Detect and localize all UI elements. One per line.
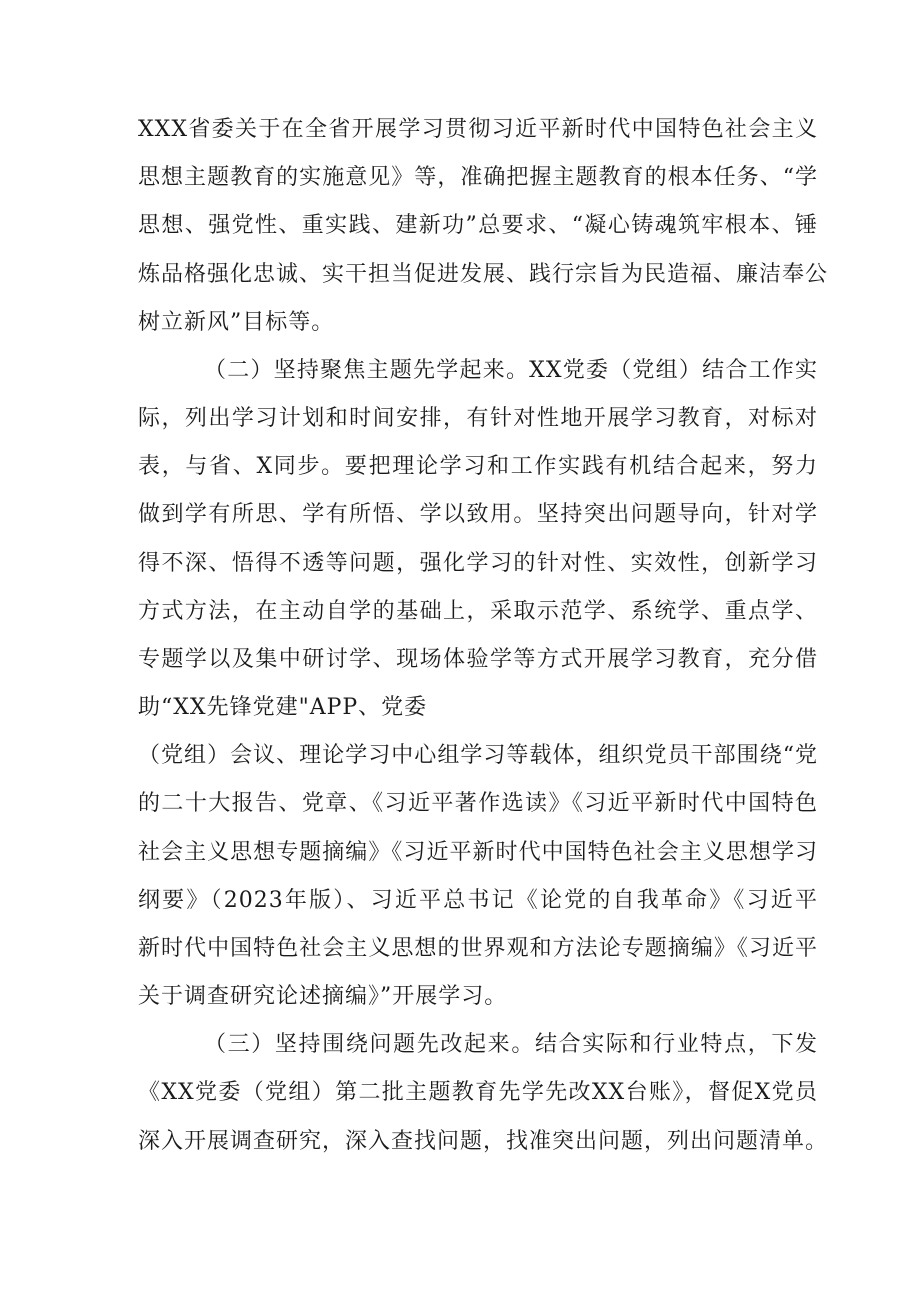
text-line: 思想主题教育的实施意见》等，准确把握主题教育的根本任务、“学 <box>138 165 818 190</box>
text-line: 做到学有所思、学有所悟、学以致用。坚持突出问题导向，针对学 <box>138 502 818 527</box>
text-line: 思想、强党性、重实践、建新功”总要求、“凝心铸魂筑牢根本、锤 <box>138 213 818 238</box>
text-line: 新时代中国特色社会主义思想的世界观和方法论专题摘编》《习近平 <box>138 936 818 961</box>
text-line: 树立新风”目标等。 <box>138 310 335 335</box>
text-line: 炼品格强化忠诚、实干担当促进发展、践行宗旨为民造福、廉洁奉公 <box>138 262 829 287</box>
text-line: 《XX党委（党组）第二批主题教育先学先改XX台账》，督促X党员 <box>138 1080 818 1105</box>
text-line: 社会主义思想专题摘编》《习近平新时代中国特色社会主义思想学习 <box>138 840 818 865</box>
text-line: 表，与省、X同步。要把理论学习和工作实践有机结合起来，努力 <box>138 454 818 479</box>
paragraph-heading-3: （三）坚持围绕问题先改起来。结合实际和行业特点，下发 <box>204 1032 818 1057</box>
text-line: 际，列出学习计划和时间安排，有针对性地开展学习教育，对标对 <box>138 406 818 431</box>
text-line: 深入开展调查研究，深入查找问题，找准突出问题，列出问题清单。 <box>138 1129 829 1154</box>
text-line: 得不深、悟得不透等问题，强化学习的针对性、实效性，创新学习 <box>138 551 818 576</box>
paragraph-heading-2: （二）坚持聚焦主题先学起来。XX党委（党组）结合工作实 <box>204 358 818 383</box>
text-line: 关于调查研究论述摘编》”开展学习。 <box>138 984 508 1009</box>
text-line: 纲要》（2023年版）、习近平总书记《论党的自我革命》《习近平 <box>138 888 818 913</box>
text-line: XXX省委关于在全省开展学习贯彻习近平新时代中国特色社会主义 <box>138 117 818 142</box>
text-line: 专题学以及集中研讨学、现场体验学等方式开展学习教育，充分借 <box>138 647 818 672</box>
text-line: 助“XX先锋党建"APP、党委 <box>138 695 428 720</box>
text-line: （党组）会议、理论学习中心组学习等载体，组织党员干部围绕“党 <box>138 743 818 768</box>
text-line: 方式方法，在主动自学的基础上，采取示范学、系统学、重点学、 <box>138 599 818 624</box>
text-line: 的二十大报告、党章、《习近平著作选读》《习近平新时代中国特色 <box>138 791 818 816</box>
